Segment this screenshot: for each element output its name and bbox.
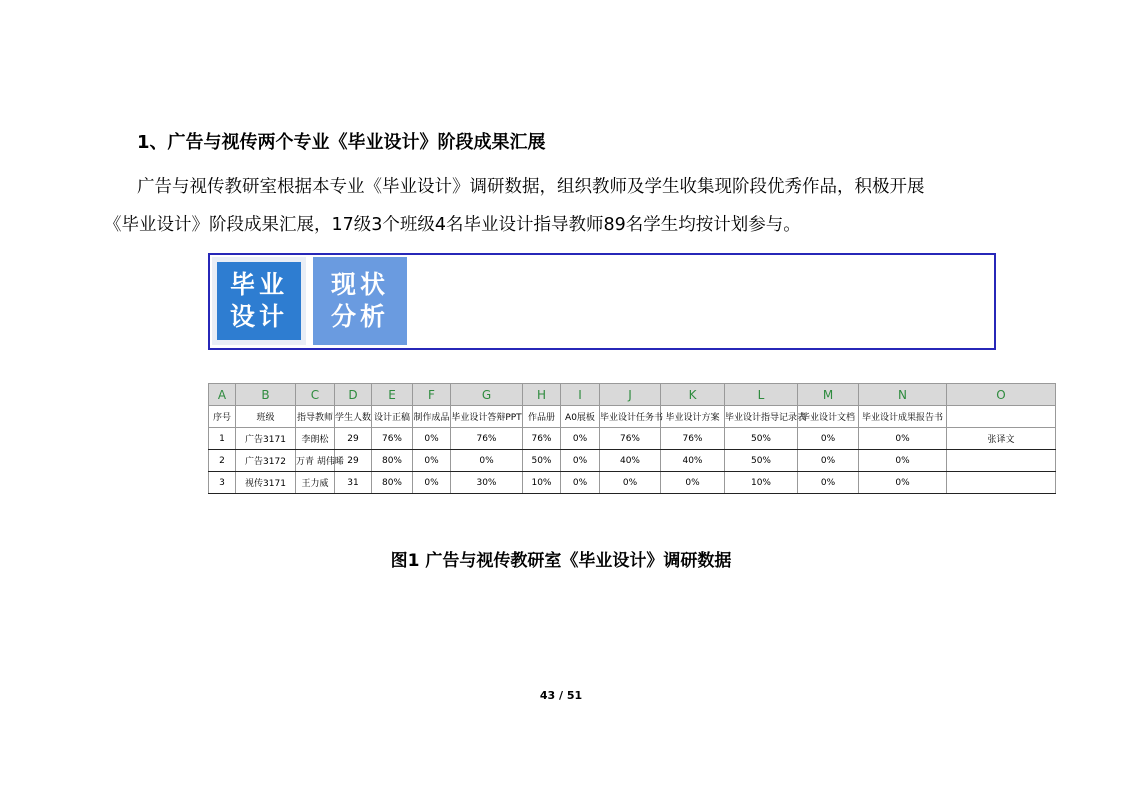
cell: 0% bbox=[413, 428, 451, 450]
graduation-design-banner bbox=[208, 253, 996, 350]
paragraph-line-1: 广告与视传教研室根据本专业《毕业设计》调研数据，组织教师及学生收集现阶段优秀作品，积极开展 bbox=[137, 177, 925, 197]
cell: 80% bbox=[372, 450, 413, 472]
cell: 76% bbox=[661, 428, 725, 450]
cell: M bbox=[798, 384, 859, 406]
cell: 76% bbox=[523, 428, 561, 450]
cell: 班级 bbox=[236, 406, 296, 428]
cell: F bbox=[413, 384, 451, 406]
cell: 视传3171 bbox=[236, 472, 296, 494]
cell: 50% bbox=[725, 428, 798, 450]
cell: 0% bbox=[661, 472, 725, 494]
cell: 50% bbox=[725, 450, 798, 472]
table-row bbox=[209, 472, 1056, 494]
cell: 10% bbox=[725, 472, 798, 494]
cell: J bbox=[600, 384, 661, 406]
cell: 作品册 bbox=[523, 406, 561, 428]
cell: 毕业设计成果报告书 bbox=[859, 406, 947, 428]
cell: 0% bbox=[798, 428, 859, 450]
cell: K bbox=[661, 384, 725, 406]
cell: B bbox=[236, 384, 296, 406]
cell: L bbox=[725, 384, 798, 406]
table-row bbox=[209, 450, 1056, 472]
cell: E bbox=[372, 384, 413, 406]
body-paragraph bbox=[104, 168, 1034, 244]
cell: C bbox=[296, 384, 335, 406]
cell: 张译文 bbox=[947, 428, 1056, 450]
cell: 0% bbox=[413, 450, 451, 472]
cell: 1 bbox=[209, 428, 236, 450]
tile1-line2: 设计 bbox=[229, 302, 288, 331]
cell: 万青 胡伟晞 bbox=[296, 450, 335, 472]
page-number: 43 / 51 bbox=[539, 689, 583, 702]
cell: 0% bbox=[561, 472, 600, 494]
cell: 30% bbox=[451, 472, 523, 494]
cell: 0% bbox=[859, 472, 947, 494]
cell: 0% bbox=[798, 472, 859, 494]
tile2-line2: 分析 bbox=[330, 302, 389, 331]
cell: 0% bbox=[859, 428, 947, 450]
cell: 76% bbox=[372, 428, 413, 450]
cell: 制作成品 bbox=[413, 406, 451, 428]
cell: 80% bbox=[372, 472, 413, 494]
cell: N bbox=[859, 384, 947, 406]
cell bbox=[947, 406, 1056, 428]
cell: 29 bbox=[335, 428, 372, 450]
cell: 广告3171 bbox=[236, 428, 296, 450]
banner-tile-graduation-design bbox=[212, 257, 306, 345]
cell: 50% bbox=[523, 450, 561, 472]
cell: 毕业设计指导记录表 bbox=[725, 406, 798, 428]
survey-data-spreadsheet bbox=[208, 383, 1056, 494]
cell: 10% bbox=[523, 472, 561, 494]
paragraph-line-2: 《毕业设计》阶段成果汇展，17级3个班级4名毕业设计指导教师89名学生均按计划参与。 bbox=[104, 215, 801, 235]
tile2-line1: 现状 bbox=[330, 270, 389, 299]
cell: 0% bbox=[859, 450, 947, 472]
tile1-line1: 毕业 bbox=[229, 270, 288, 299]
cell: 31 bbox=[335, 472, 372, 494]
cell: 李朗松 bbox=[296, 428, 335, 450]
cell: 毕业设计任务书 bbox=[600, 406, 661, 428]
cell: 0% bbox=[798, 450, 859, 472]
cell: 毕业设计方案 bbox=[661, 406, 725, 428]
cell: I bbox=[561, 384, 600, 406]
cell bbox=[947, 472, 1056, 494]
cell: 设计正稿 bbox=[372, 406, 413, 428]
cell: 3 bbox=[209, 472, 236, 494]
cell: O bbox=[947, 384, 1056, 406]
cell: 76% bbox=[451, 428, 523, 450]
table-row bbox=[209, 428, 1056, 450]
figure-caption: 图1 广告与视传教研室《毕业设计》调研数据 bbox=[390, 551, 732, 571]
cell: 76% bbox=[600, 428, 661, 450]
section-heading: 1、广告与视传两个专业《毕业设计》阶段成果汇展 bbox=[137, 132, 546, 153]
cell: 广告3172 bbox=[236, 450, 296, 472]
cell: 40% bbox=[600, 450, 661, 472]
cell: 毕业设计文档 bbox=[798, 406, 859, 428]
cell: 40% bbox=[661, 450, 725, 472]
cell: 0% bbox=[561, 450, 600, 472]
cell: 学生人数 bbox=[335, 406, 372, 428]
cell: 序号 bbox=[209, 406, 236, 428]
cell: 指导教师 bbox=[296, 406, 335, 428]
cell: H bbox=[523, 384, 561, 406]
cell: 2 bbox=[209, 450, 236, 472]
header-row bbox=[209, 406, 1056, 428]
cell: 0% bbox=[451, 450, 523, 472]
cell bbox=[947, 450, 1056, 472]
cell: 29 bbox=[335, 450, 372, 472]
cell: G bbox=[451, 384, 523, 406]
column-letter-row bbox=[209, 384, 1056, 406]
cell: 毕业设计答辩PPT bbox=[451, 406, 523, 428]
cell: 王力威 bbox=[296, 472, 335, 494]
cell: D bbox=[335, 384, 372, 406]
banner-tile-status-analysis bbox=[313, 257, 407, 345]
cell: 0% bbox=[413, 472, 451, 494]
cell: 0% bbox=[600, 472, 661, 494]
cell: A0展板 bbox=[561, 406, 600, 428]
cell: 0% bbox=[561, 428, 600, 450]
cell: A bbox=[209, 384, 236, 406]
